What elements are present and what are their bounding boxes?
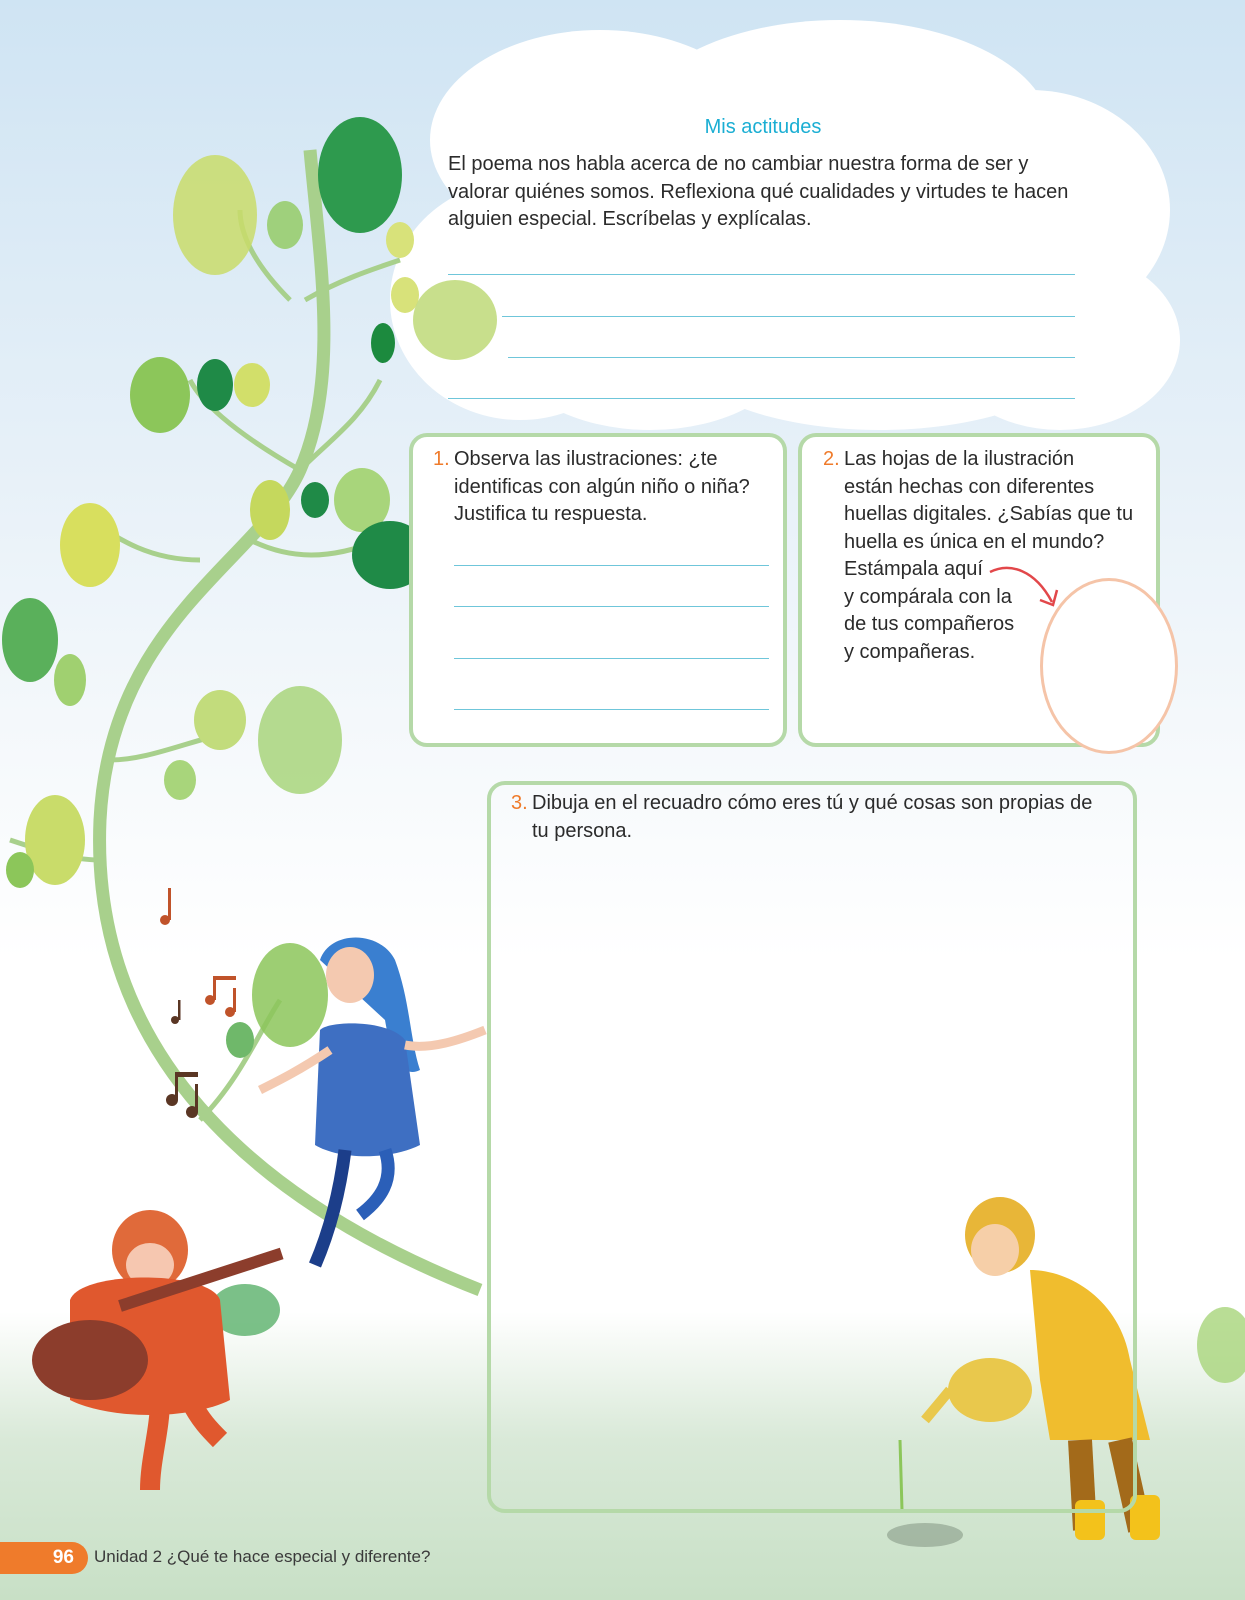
question-prompt: de tus compañeros [844, 613, 1015, 635]
music-notes [160, 888, 236, 1118]
answer-line[interactable] [448, 274, 1075, 275]
section-title: Mis actitudes [704, 116, 822, 138]
question-number: 2. [823, 448, 840, 470]
answer-line[interactable] [508, 357, 1075, 358]
guitar-player-illustration [32, 1210, 284, 1490]
question-3-text [511, 790, 1112, 845]
page-number: 96 [0, 1542, 88, 1574]
question-prompt: y compárala con la [844, 585, 1012, 608]
unit-title: Unidad 2 ¿Qué te hace especial y diferente? [94, 1547, 431, 1566]
question-number: 3. [511, 792, 528, 814]
question-prompt: Las hojas de la ilustración [844, 448, 1075, 470]
question-prompt: Dibuja en el recuadro cómo eres tú y qué cosas son propias de tu persona. [532, 792, 1093, 842]
answer-line[interactable] [454, 709, 769, 710]
answer-line[interactable] [454, 606, 769, 607]
answer-line[interactable] [502, 316, 1075, 317]
question-prompt: y compañeras. [844, 640, 976, 663]
question-prompt: huellas digitales. ¿Sabías que tu [844, 503, 1134, 525]
question-number: 1. [433, 448, 450, 470]
answer-line[interactable] [454, 658, 769, 659]
question-1-text [433, 446, 774, 529]
question-prompt: huella es única en el mundo? [844, 530, 1105, 553]
fingerprint-oval[interactable] [1040, 578, 1178, 754]
answer-line[interactable] [454, 565, 769, 566]
question-prompt: están hechas con diferentes [844, 475, 1095, 498]
question-prompt: Estámpala aquí [844, 558, 983, 580]
mis-actitudes-section [448, 116, 1078, 234]
question-prompt: Observa las ilustraciones: ¿te identificas con algún niño o niña? Justifica tu respuesta. [454, 448, 750, 525]
question-3-drawing-box[interactable] [487, 781, 1137, 1513]
answer-line[interactable] [448, 398, 1075, 399]
actitudes-instructions: El poema nos habla acerca de no cambiar nuestra forma de ser y valorar quiénes somos. Reflexiona qué cualidades y virtudes te hacen alguien especial. Escríbelas y explícalas. [448, 153, 1069, 230]
